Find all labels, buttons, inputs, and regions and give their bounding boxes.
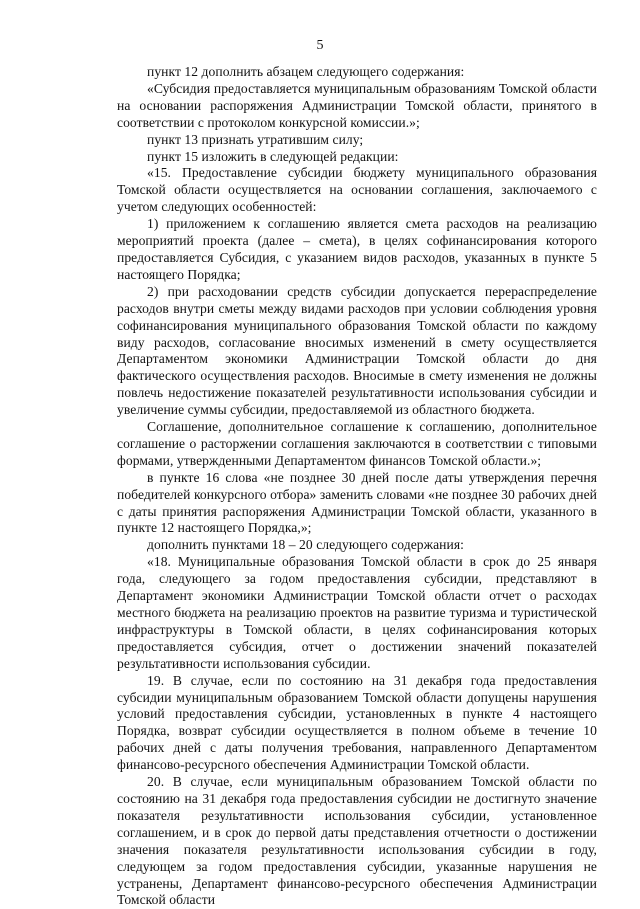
paragraph-item-20: 20. В случае, если муниципальным образованием Томской области по состоянию на 31 декабря года предоставления субсидии не достигнуто значение показателя результативности использования субсидии, установленное соглашением, и в срок до первой даты представления отчетности о достижении значения показателя результативности использования субсидии в году, следующем за годом предоставления субсидии, указанные нарушения не устранены, Департамент финансово-ресурсного обеспечения Администрации Томской области bbox=[117, 774, 597, 908]
paragraph-subsidy-basis: «Субсидия предоставляется муниципальным образованиям Томской области на основании распоряжения Администрации Томской области, принятого в соответствии с протоколом конкурсной комиссии.»; bbox=[117, 80, 597, 130]
document-body bbox=[117, 64, 597, 909]
paragraph-item-15: «15. Предоставление субсидии бюджету муниципального образования Томской области осуществляется на основании соглашения, заключаемого с учетом следующих особенностей: bbox=[117, 165, 597, 215]
paragraph-add-18-20: дополнить пунктами 18 – 20 следующего содержания: bbox=[147, 537, 464, 553]
paragraph-subitem-2: 2) при расходовании средств субсидии допускается перераспределение расходов внутри сметы между видами расходов при условии соблюдения уровня софинансирования муниципального образования Томской области по каждому виду расходов, согласование вносимых изменений в смету осуществляется Департаментом экономики Администрации Томской области до дня фактического осуществления расходов. Вносимые в смету изменения не должны повлечь недостижение показателей результативности использования субсидии и увеличение суммы субсидии, предоставляемой из областного бюджета. bbox=[117, 283, 597, 418]
paragraph-amend-13: пункт 13 признать утратившим силу; bbox=[147, 131, 364, 147]
paragraph-amend-16: в пункте 16 слова «не позднее 30 дней после даты утверждения перечня победителей конкурсного отбора» заменить словами «не позднее 30 рабочих дней с даты принятия распоряжения Администрации Томской области, указанного в пункте 12 настоящего Порядка,»; bbox=[117, 469, 597, 536]
paragraph-item-19: 19. В случае, если по состоянию на 31 декабря года предоставления субсидии муниципальным образованием Томской области допущены нарушения условий предоставления субсидии, установленных в пункте 4 настоящего Порядка, возврат субсидии осуществляется в полном объеме в течение 10 рабочих дней с даты получения требования, направленного Департаментом финансово-ресурсного обеспечения Администрации Томской области. bbox=[117, 672, 597, 773]
page-number: 5 bbox=[316, 38, 324, 53]
paragraph-item-18: «18. Муниципальные образования Томской области в срок до 25 января года, следующего за годом предоставления субсидии, представляют в Департамент экономики Администрации Томской области отчет о расходах местного бюджета на реализацию проектов на развитие туризма и туристической инфраструктуры в Томской области, в целях софинансирования которых предоставляется субсидия, отчет о достижении значений показателей результативности использования субсидии. bbox=[117, 554, 597, 671]
paragraph-amend-12: пункт 12 дополнить абзацем следующего содержания: bbox=[147, 64, 465, 79]
paragraph-agreement: Соглашение, дополнительное соглашение к соглашению, дополнительное соглашение о расторжении соглашения заключаются в соответствии с типовыми формами, утвержденными Департаментом финансов Томской области.»; bbox=[117, 419, 597, 468]
paragraph-amend-15: пункт 15 изложить в следующей редакции: bbox=[147, 148, 399, 164]
paragraph-subitem-1: 1) приложением к соглашению является смета расходов на реализацию мероприятий проекта (далее – смета), в целях софинансирования которого предоставляется Субсидия, с указанием видов расходов, указанных в пункте 5 настоящего Порядка; bbox=[117, 216, 597, 282]
